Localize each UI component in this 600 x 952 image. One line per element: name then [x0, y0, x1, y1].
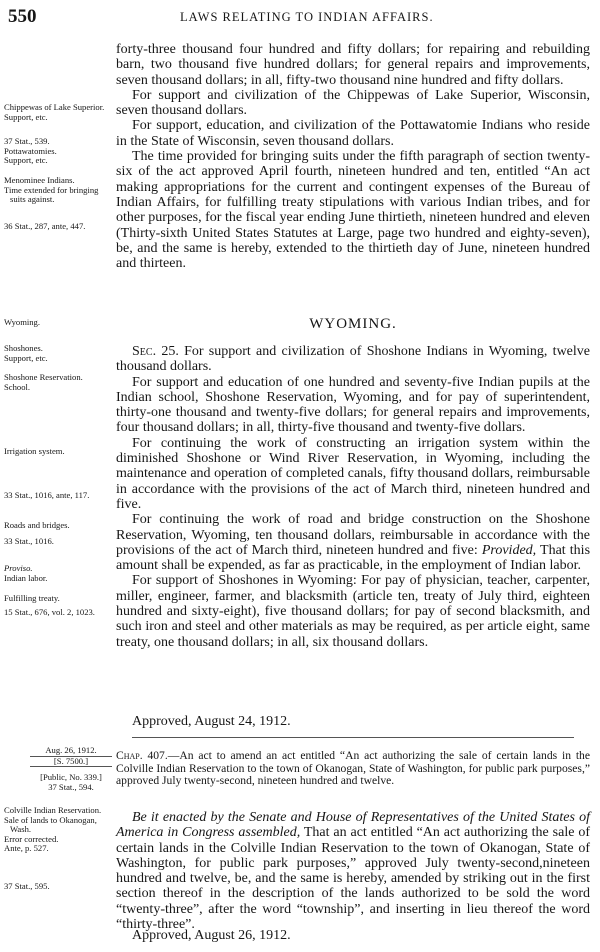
margin-note-stat-36: [4, 222, 112, 232]
page-header: [0, 6, 600, 28]
paragraph-suits: The time provided for bringing suits under the fifth paragraph of section twenty-six of the act approved April fourth, nineteen hundred and ten, entitled “An act making appropriations for the current and contingent expenses of the Bureau of Indian Affairs, for fulfilling treaty stipulations with various Indian tribes, and for other purposes, for the fiscal year ending June thirtieth, nineteen hundred and eleven (Thirty-sixth United States Statutes at Large, page two hundred and eighty-seven), be, and the same is hereby, extended to the thirtieth day of June, nineteen hundred and thirteen.: [116, 149, 590, 272]
note-line: Indian labor.: [4, 572, 48, 583]
chapter-divider: [132, 737, 574, 738]
margin-note-roads: [4, 521, 112, 546]
paragraph-shoshones: For support of Shoshones in Wyoming: For pay of physician, teacher, carpenter, miller, engineer, farmer, and blacksmith (article ten, treaty of July third, eighteen hundred and sixty-eight), five thousand dollars; for pay of second blacksmith, and such iron and steel and other materials as may be required, as per article eight, same treaty, one thousand dollars; in all, six thousand dollars.: [116, 573, 590, 650]
note-line: Irrigation system.: [4, 446, 65, 456]
paragraph-enactment: [116, 810, 590, 932]
margin-note-proviso: [4, 564, 112, 583]
note-line: Shoshones.: [4, 343, 43, 353]
margin-note-chippewas: [4, 103, 112, 122]
note-line: 15 Stat., 676, vol. 2, 1023.: [4, 606, 95, 617]
note-line: 33 Stat., 1016.: [4, 535, 54, 546]
margin-note-stat-33: [4, 491, 112, 501]
note-line: Fulfilling treaty.: [4, 593, 60, 603]
note-line: 37 Stat., 539.: [4, 136, 50, 146]
note-line: Shoshone Reservation.: [4, 372, 83, 382]
margin-note-colville: [4, 806, 112, 854]
section-label: Sec. 25.: [132, 344, 179, 359]
approval-date-1: Approved, August 24, 1912.: [132, 714, 291, 729]
margin-note-reservation-school: [4, 373, 112, 392]
paragraph-sec-25-text: For support and civilization of Shoshone Indians in Wyoming, twelve thousand dollars.: [116, 344, 590, 375]
note-line: Aug. 26, 1912.: [30, 746, 112, 757]
section-heading-wyoming: WYOMING.: [309, 316, 397, 332]
note-line: Support, etc.: [4, 111, 48, 122]
note-line: Support, etc.: [4, 155, 48, 166]
enactment-text: That an act entitled “An act authorizing the sale of certain lands in the Colville Indian Reservation to the town of Okanogan, State of Washington, for public park purposes,” approved July twenty-second,nineteen hundred and twelve, be, and the same is hereby, amended by striking out in the first section thereof in the description of the lands authorized to be sold the word “twenty-three”, after the word “township”, and inserting in lieu thereof the word “thirty-three”.: [116, 825, 590, 933]
running-title: LAWS RELATING TO INDIAN AFFAIRS.: [180, 10, 434, 24]
note-line: [Public, No. 339.]: [40, 772, 102, 783]
paragraph-continuation: forty-three thousand four hundred and fifty dollars; for repairing and rebuilding barn, two thousand five hundred dollars; for general repairs and improvements, seven thousand dollars; in all, fifty-two thousand nine hundred and fifty dollars.: [116, 42, 590, 88]
enacting-clause: Be it enacted by the Senate and House of Representatives of the United States of America in Congress assembled,: [116, 810, 590, 841]
note-line: 33 Stat., 1016, ante, 117.: [4, 490, 90, 500]
approval-date-2: Approved, August 26, 1912.: [132, 928, 291, 943]
note-line: Sale of lands to Okanogan, Wash.: [4, 814, 97, 835]
provided-word: Provided,: [481, 542, 537, 558]
page-number: 550: [8, 6, 37, 27]
main-text-wyoming: [116, 344, 590, 650]
note-line: 37 Stat., 595.: [4, 881, 50, 891]
main-text-enactment: [116, 810, 590, 932]
margin-note-pottawatomies: [4, 137, 112, 166]
margin-note-treaty: [4, 594, 112, 617]
note-line: Error corrected.: [4, 833, 59, 844]
note-line: Support, etc.: [4, 352, 48, 363]
note-line: Roads and bridges.: [4, 520, 70, 530]
note-line: 37 Stat., 594.: [48, 781, 94, 792]
margin-note-shoshones: [4, 344, 112, 363]
margin-note-menominee: [4, 176, 112, 205]
note-line: Proviso.: [4, 563, 33, 573]
margin-note-stat-595: [4, 882, 112, 892]
note-line: [S. 7500.]: [30, 757, 112, 768]
chapter-label: Chap. 407.: [116, 749, 168, 762]
paragraph-pottawatomie: For support, education, and civilization of the Pottawatomie Indians who reside in the State of Wisconsin, seven thousand dollars.: [116, 118, 590, 149]
paragraph-roads-b: That this amount shall be expended, as far as practicable, in the employment of Indian labor.: [116, 542, 591, 574]
note-line: School.: [4, 381, 31, 392]
note-line: Ante, p. 527.: [4, 843, 49, 854]
note-line: Pottawatomies.: [4, 145, 57, 156]
note-line: Time extended for bringing suits against.: [4, 184, 99, 205]
main-text-upper: [116, 42, 590, 271]
chapter-title: [116, 750, 590, 788]
margin-note-chapter: [30, 746, 112, 792]
chapter-title-text: —An act to amend an act entitled “An act authorizing the sale of certain lands in the Colville Indian Reservation to the town of Okanogan, State of Washington, for public park purposes,” approved July twenty-second, nineteen hundred and twelve.: [116, 749, 590, 788]
margin-note-wyoming: [4, 318, 112, 328]
margin-note-irrigation: [4, 447, 112, 457]
note-line: Chippewas of Lake Superior.: [4, 102, 105, 112]
paragraph-sec-25: [116, 344, 590, 375]
paragraph-chippewa: For support and civilization of the Chippewas of Lake Superior, Wisconsin, seven thousand dollars.: [116, 87, 590, 119]
paragraph-roads: [116, 512, 590, 573]
note-line: Colville Indian Reservation.: [4, 805, 102, 815]
note-line: Menominee Indians.: [4, 175, 75, 185]
paragraph-irrigation: For continuing the work of constructing an irrigation system within the diminished Shoshone or Wind River Reservation, in Wyoming, including the maintenance and operation of completed canals, fifty thousand dollars, reimbursable in accordance with the provisions of the act of March third, nineteen hundred and five.: [116, 435, 590, 512]
paragraph-roads-a: For continuing the work of road and bridge construction on the Shoshone Reservation, Wyoming, ten thousand dollars, reimbursable in accordance with the provisions of the act of March third, nineteen hundred and five:: [116, 512, 590, 558]
note-line: 36 Stat., 287, ante, 447.: [4, 221, 86, 231]
note-line: Wyoming.: [4, 317, 41, 327]
paragraph-school: For support and education of one hundred and seventy-five Indian pupils at the Indian school, Shoshone Reservation, Wyoming, and for pay of superintendent, thirty-one thousand and twenty-five dollars; for general repairs and improvements, four thousand dollars; in all, thirty-five thousand and twenty-five dollars.: [116, 374, 590, 436]
